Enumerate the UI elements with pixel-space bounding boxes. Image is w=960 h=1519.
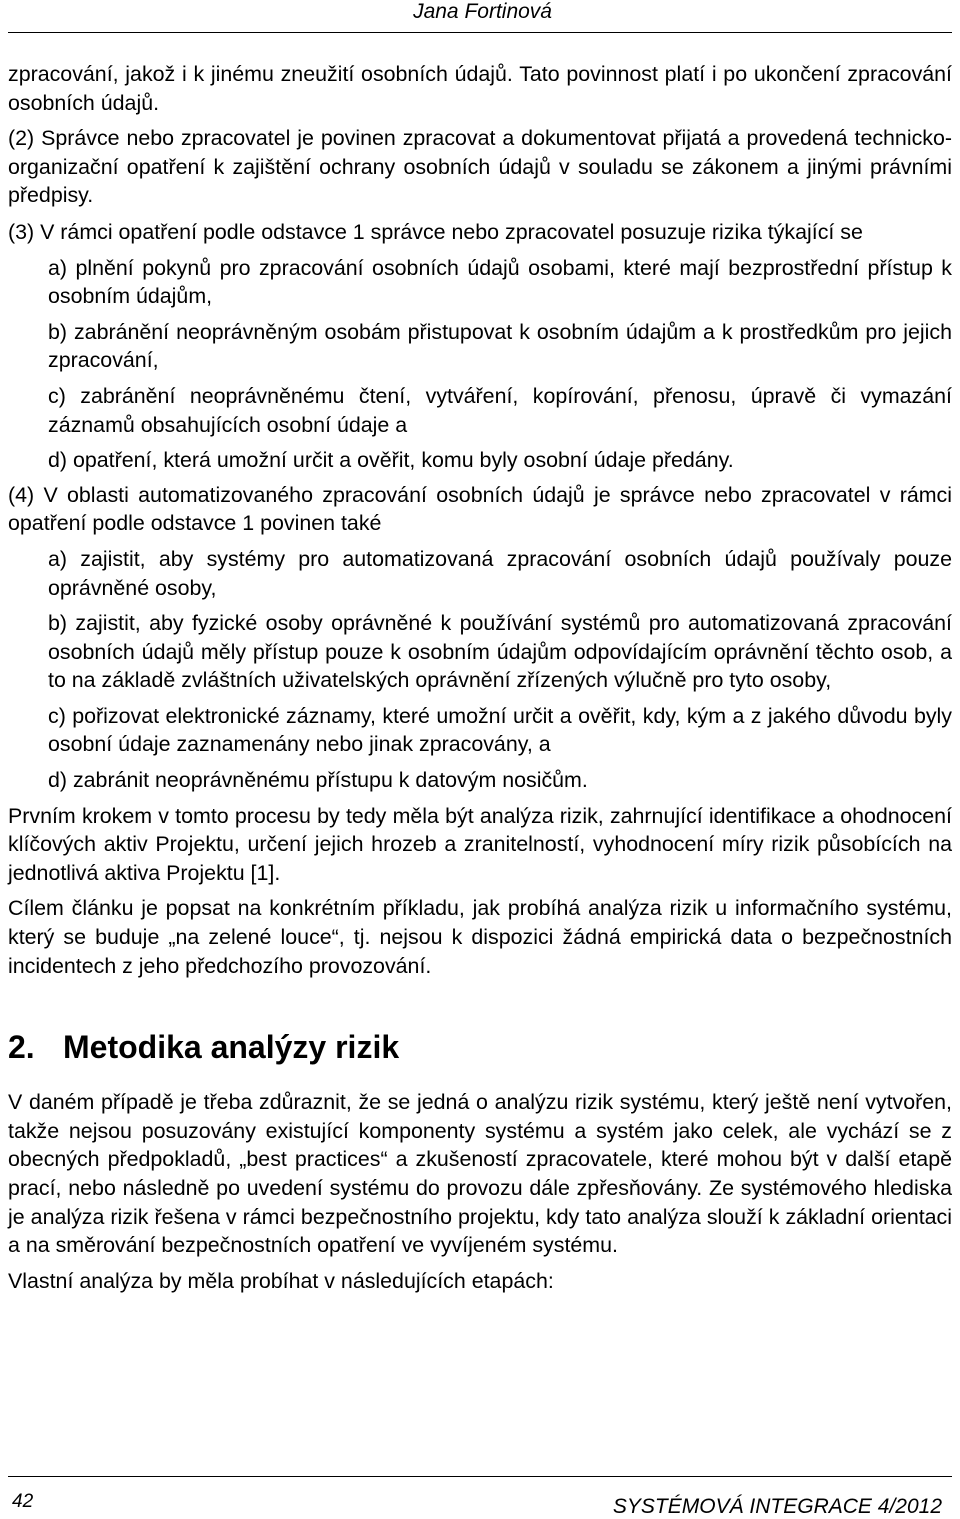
paragraph-clause-2: (2) Správce nebo zpracovatel je povinen zpracovat a dokumentovat přijatá a provedená technicko-organizační opatření k zajištění ochrany osobních údajů v souladu se zákonem a jinými právními předpisy. [8, 126, 952, 208]
running-header-author: Jana Fortinová [413, 0, 552, 23]
paragraph-section-intro: V daném případě je třeba zdůraznit, že se jedná o analýzu rizik systému, který ještě není vytvořen, takže nejsou posuzovány existující komponenty systému a systém jako celek, ale vychází se z obecných předpokladů, „best practices“ a zkušeností zpracovatele, které mohou být v další etapě prací, nebo následně po uvedení systému do provozu dále zpřesňovány. Ze systémového hlediska je analýza rizik řešena v rámci bezpečnostního projektu, kdy tato analýza slouží k základní orientaci a na směrování bezpečnostních opatření ve vyvíjeném systému. [8, 1090, 952, 1258]
list-item-4d: d) zabránit neoprávněnému přístupu k datovým nosičům. [48, 768, 588, 793]
paragraph-clause-4: (4) V oblasti automatizovaného zpracování osobních údajů je správce nebo zpracovatel v rámci opatření podle odstavce 1 povinen také [8, 482, 952, 536]
list-item-3c: c) zabránění neoprávněnému čtení, vytváření, kopírování, přenosu, úpravě či vymazání záznamů obsahujících osobní údaje a [48, 383, 952, 437]
footer-divider [8, 1476, 952, 1477]
list-item-4b: b) zajistit, aby fyzické osoby oprávněné k používání systémů pro automatizovaná zpracování osobních údajů měly přístup pouze k osobním údajům odpovídajícím oprávnění těchto osob, a to na základě zvláštních uživatelských oprávnění zřízených výlučně pro tyto osoby, [48, 611, 952, 693]
journal-name: SYSTÉMOVÁ INTEGRACE 4/2012 [612, 1495, 942, 1518]
page-number: 42 [12, 1491, 34, 1512]
list-item-3d: d) opatření, která umožní určit a ověřit, komu byly osobní údaje předány. [48, 448, 734, 473]
paragraph-stages-lead: Vlastní analýza by měla probíhat v následujících etapách: [8, 1268, 554, 1293]
paragraph-clause-3: (3) V rámci opatření podle odstavce 1 správce nebo zpracovatel posuzuje rizika týkající se [8, 219, 863, 244]
section-heading [8, 1028, 952, 1066]
header-divider [8, 32, 952, 33]
section-number: 2. [8, 1029, 35, 1066]
list-item-3b: b) zabránění neoprávněným osobám přistupovat k osobním údajům a k prostředkům pro jejich zpracování, [48, 319, 952, 373]
paragraph-first-step: Prvním krokem v tomto procesu by tedy měla být analýza rizik, zahrnující identifikace a ohodnocení klíčových aktiv Projektu, určení jejich hrozeb a zranitelností, vyhodnocení míry rizik působících na jednotlivá aktiva Projektu [1]. [8, 803, 952, 885]
paragraph-continuation: zpracování, jakož i k jinému zneužití osobních údajů. Tato povinnost platí i po ukončení zpracování osobních údajů. [8, 62, 952, 115]
list-item-4a: a) zajistit, aby systémy pro automatizovaná zpracování osobních údajů používaly pouze oprávněné osoby, [48, 546, 952, 600]
list-item-3a: a) plnění pokynů pro zpracování osobních údajů osobami, které mají bezprostřední přístup k osobním údajům, [48, 255, 952, 309]
list-item-4c: c) pořizovat elektronické záznamy, které umožní určit a ověřit, kdy, kým a z jakého důvodu byly osobní údaje zaznamenány nebo jinak zpracovány, a [48, 703, 952, 757]
paragraph-article-aim: Cílem článku je popsat na konkrétním příkladu, jak probíhá analýza rizik u informačního systému, který se buduje „na zelené louce“, tj. nejsou k dispozici žádná empirická data o bezpečnostních incidentech z jeho předchozího provozování. [8, 896, 952, 978]
page-body [8, 60, 952, 1295]
section-title: Metodika analýzy rizik [63, 1029, 400, 1066]
